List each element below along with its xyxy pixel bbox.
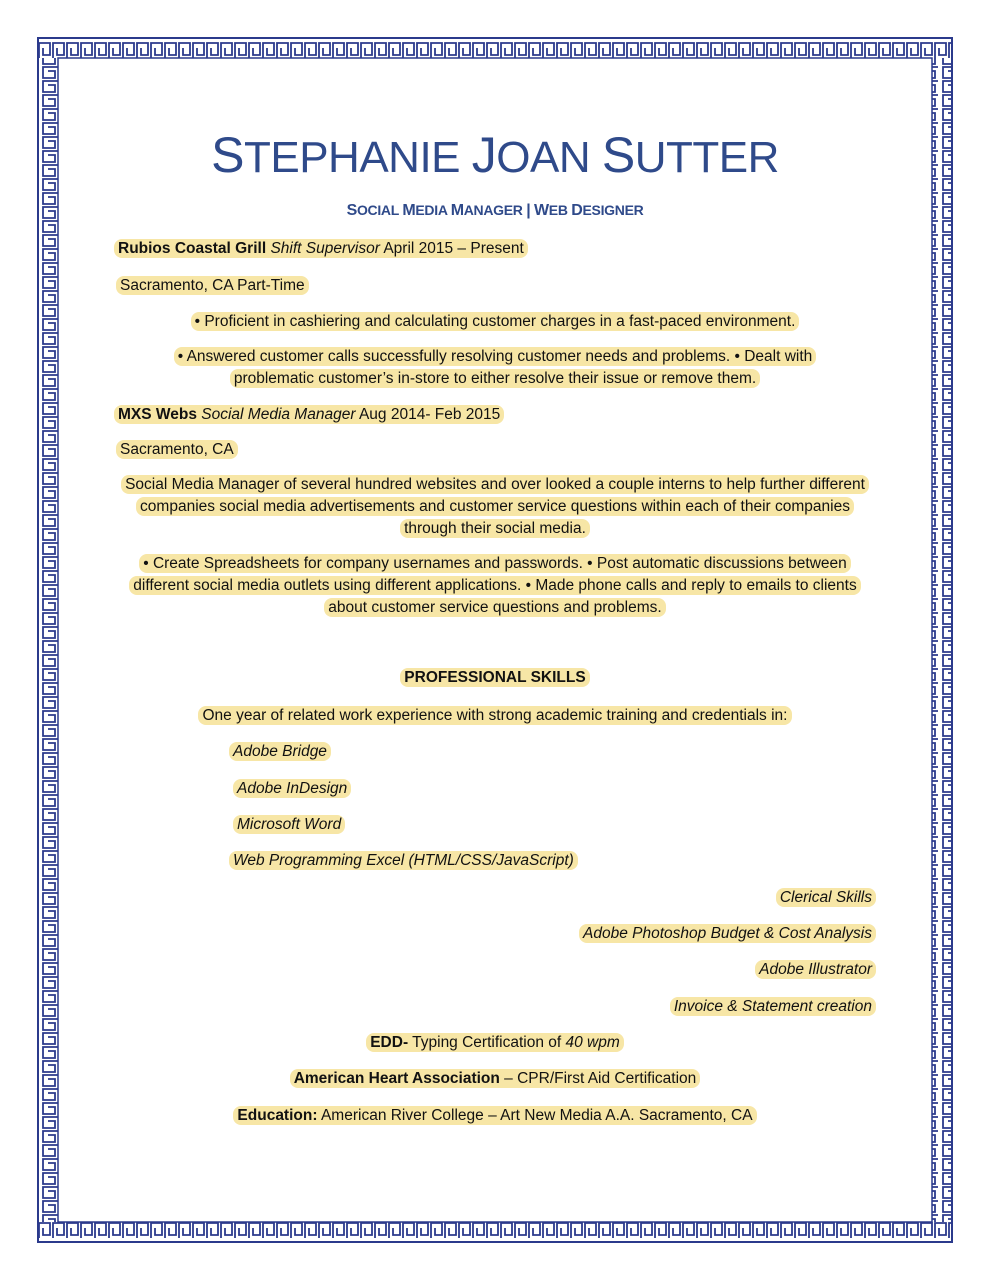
job-location-text: Sacramento, CA [116,440,238,459]
job-bullets [118,553,872,619]
skill-item [233,778,351,800]
resume-name [0,126,990,184]
job-location-text: Sacramento, CA Part-Time [116,276,309,295]
education [0,1105,990,1127]
job-company: MXS Webs [118,406,197,423]
name-initial: S [601,127,635,183]
cert-speed: 40 wpm [565,1034,620,1051]
subtitle-initial: S [346,202,357,219]
skills-intro-text: One year of related work experience with strong academic training and credentials in: [198,706,791,725]
cert-edd [0,1032,990,1054]
job-location [116,439,238,461]
subtitle-initial: M [450,202,464,219]
skill-text: Adobe Illustrator [759,961,872,978]
job-heading [114,404,504,426]
subtitle-part: EB [548,202,568,218]
job-summary-text: Social Media Manager of several hundred websites and over looked a couple interns to help further different companies social media advertisements and customer service questions within each of their companies through their social media. [121,475,869,538]
name-initial: S [211,127,244,183]
cert-text: – CPR/First Aid Certification [499,1070,697,1087]
job-summary [118,474,872,540]
education-label: Education: [237,1107,318,1124]
job-title: Social Media Manager [201,406,356,423]
skill-item [229,850,578,872]
skill-text: Adobe Bridge [233,743,327,760]
skill-item [670,996,876,1018]
job-bullet [0,311,990,333]
skill-text: Microsoft Word [237,816,342,833]
skill-item [755,959,876,981]
job-location [116,275,309,297]
skill-item [233,814,345,836]
name-part: OAN [496,133,591,182]
skill-text: Adobe Photoshop Budget & Cost Analysis [583,925,872,942]
subtitle-part: EDIA [415,202,448,218]
name-part: TEPHANIE [243,133,461,182]
job-bullet-text: • Proficient in cashiering and calculating customer charges in a fast-paced environment. [191,312,800,331]
subtitle-part: OCIAL [356,202,399,218]
cert-label: American Heart Association [293,1070,500,1087]
skill-text: Clerical Skills [779,889,872,906]
subtitle-part: ANAGER [463,202,523,218]
skill-item [776,887,876,909]
skill-item [229,741,331,763]
skills-heading-text: PROFESSIONAL SKILLS [404,669,586,686]
subtitle-part: ESIGNER [582,202,644,218]
skill-text: Invoice & Statement creation [673,998,872,1015]
job-bullet [150,346,840,390]
cert-aha [0,1068,990,1090]
resume-subtitle [0,202,990,220]
job-title: Shift Supervisor [270,240,380,257]
education-text: American River College – Art New Media A.A. Sacramento, CA [317,1107,753,1124]
job-dates: April 2015 – Present [383,240,524,257]
subtitle-initial: W [533,202,549,219]
name-initial: J [471,127,497,183]
cert-label: EDD- [370,1034,409,1051]
job-heading [114,238,528,260]
job-bullet-text: • Answered customer calls successfully resolving customer needs and problems. • Dealt with problematic customer’s in-store to either resolve their issue or remove them. [174,347,817,388]
subtitle-initial: D [571,202,583,219]
skill-text: Web Programming Excel (HTML/CSS/JavaScript) [233,852,574,869]
name-part: UTTER [634,133,779,182]
job-dates: Aug 2014- Feb 2015 [358,406,501,423]
subtitle-initial: M [402,202,416,219]
skill-text: Adobe InDesign [237,780,348,797]
job-bullets-text: • Create Spreadsheets for company usernames and passwords. • Post automatic discussions between different social media outlets using different applications. • Made phone calls and reply to emails to clients about customer service questions and problems. [129,554,860,617]
skills-intro [0,705,990,727]
skills-heading [0,667,990,689]
cert-text: Typing Certification of [408,1034,566,1051]
job-company: Rubios Coastal Grill [118,240,267,257]
subtitle-separator: | [526,202,531,219]
skill-item [579,923,876,945]
